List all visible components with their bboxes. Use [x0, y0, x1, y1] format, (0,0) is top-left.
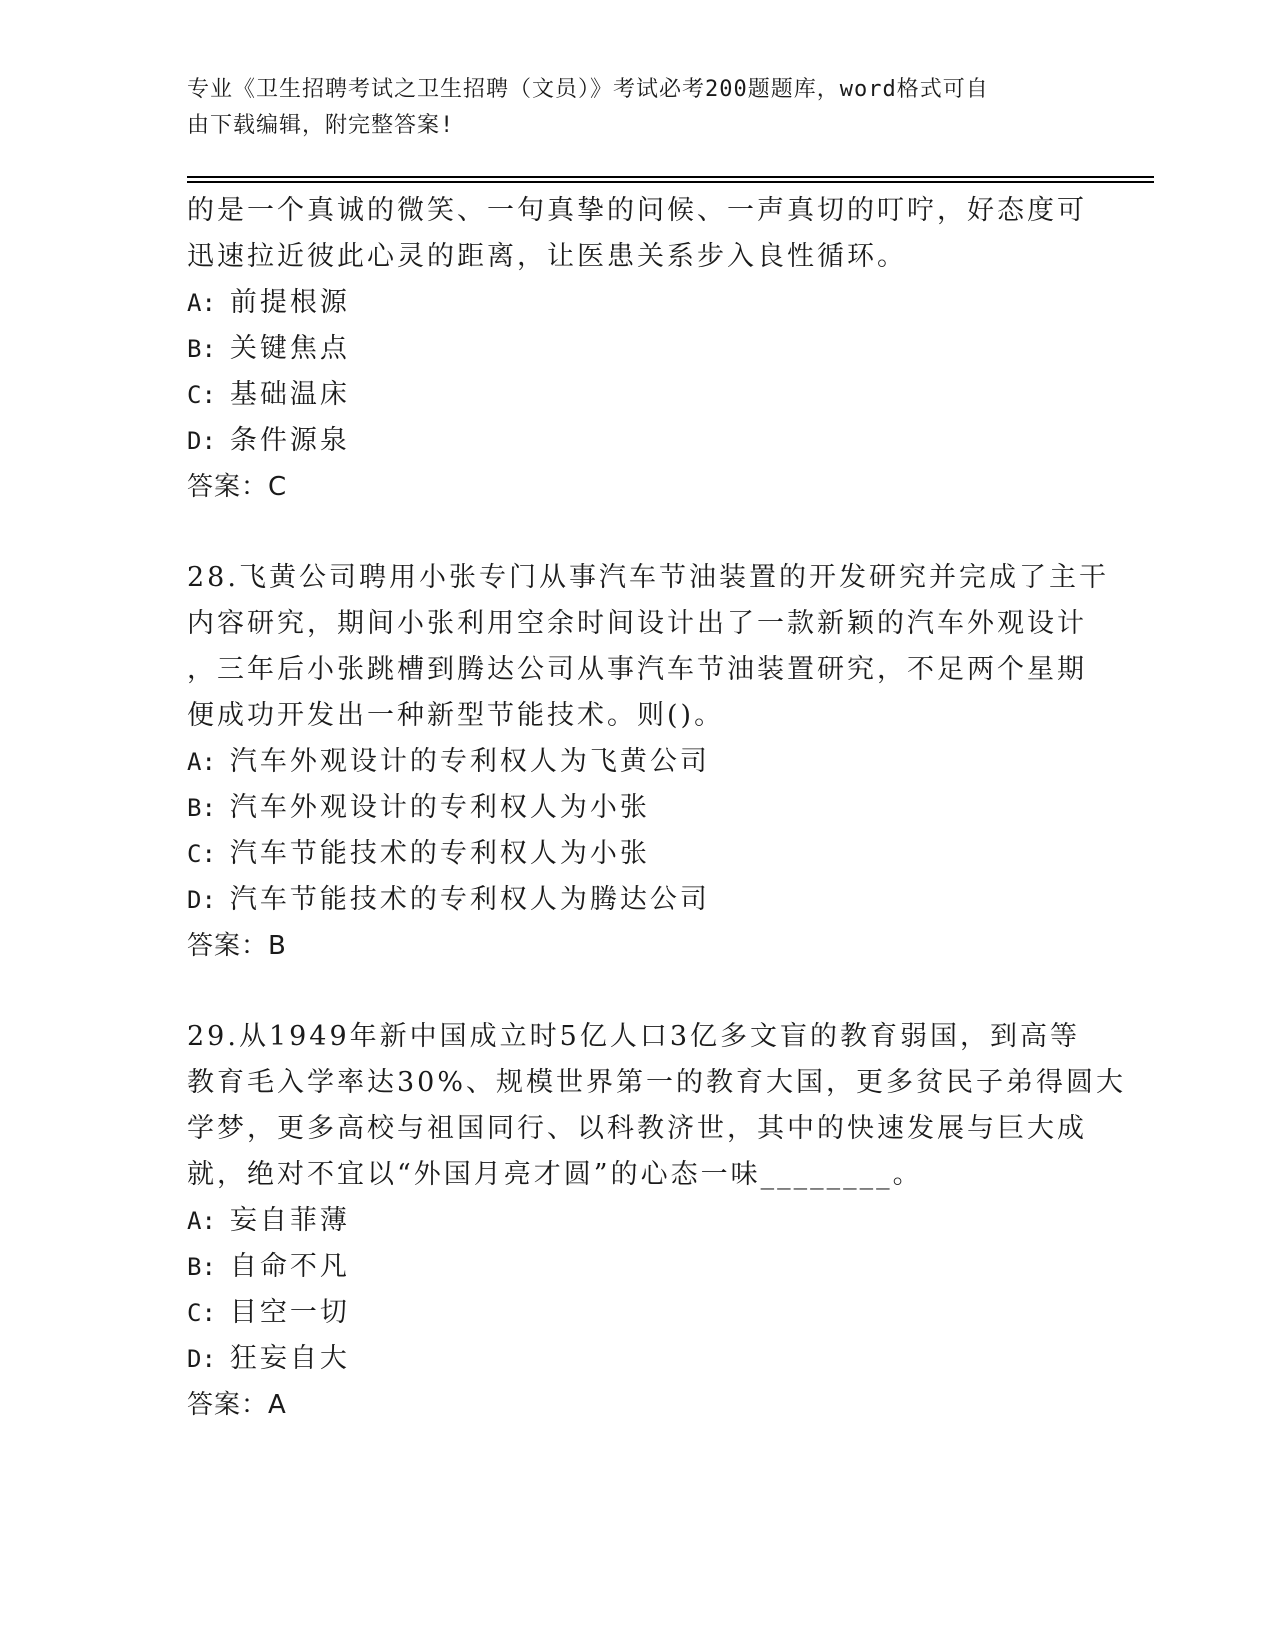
- document-header: [187, 72, 1087, 144]
- question-27: [187, 188, 1107, 510]
- question-spacer: [187, 969, 1107, 1014]
- option-text: 妄自菲薄: [229, 1205, 350, 1236]
- option-label: B:: [187, 794, 216, 822]
- option-text: 条件源泉: [229, 425, 350, 456]
- option-text: 汽车节能技术的专利权人为腾达公司: [229, 884, 710, 915]
- question-stem-line: 学梦，更多高校与祖国同行、以科教济世，其中的快速发展与巨大成: [187, 1113, 1087, 1144]
- option-label: A:: [187, 289, 216, 317]
- option-d: [187, 1336, 1107, 1382]
- option-label: B:: [187, 335, 216, 363]
- header-divider-top: [187, 176, 1154, 178]
- option-text: 狂妄自大: [229, 1343, 350, 1374]
- question-stem-line: 的是一个真诚的微笑、一句真挚的问候、一声真切的叮咛，好态度可: [187, 195, 1087, 226]
- question-stem-line: 就，绝对不宜以“外国月亮才圆”的心态一味________。: [187, 1159, 923, 1190]
- question-stem-line: 28.飞黄公司聘用小张专门从事汽车节油装置的开发研究并完成了主干: [187, 562, 1109, 593]
- question-stem-line: 迅速拉近彼此心灵的距离，让医患关系步入良性循环。: [187, 241, 907, 272]
- option-label: D:: [187, 1345, 216, 1373]
- question-list: [187, 188, 1127, 1428]
- question-spacer: [187, 510, 1107, 555]
- option-text: 汽车外观设计的专利权人为飞黄公司: [229, 746, 710, 777]
- option-label: A:: [187, 748, 216, 776]
- header-line-1: 专业《卫生招聘考试之卫生招聘（文员）》考试必考200题题库，word格式可自: [187, 77, 989, 102]
- question-stem-line: 29.从1949年新中国成立时5亿人口3亿多文盲的教育弱国，到高等: [187, 1021, 1081, 1052]
- option-d: [187, 418, 1107, 464]
- answer-text: 答案：C: [187, 472, 288, 502]
- option-label: B:: [187, 1253, 216, 1281]
- question-stem-line: 内容研究，期间小张利用空余时间设计出了一款新颖的汽车外观设计: [187, 608, 1087, 639]
- option-text: 自命不凡: [229, 1251, 350, 1282]
- option-text: 前提根源: [229, 287, 350, 318]
- answer-text: 答案：A: [187, 1390, 287, 1420]
- option-b: [187, 1244, 1107, 1290]
- option-c: [187, 372, 1107, 418]
- header-divider-bottom: [187, 181, 1154, 183]
- option-b: [187, 326, 1107, 372]
- option-label: D:: [187, 427, 216, 455]
- option-label: C:: [187, 381, 216, 409]
- question-29: [187, 1014, 1127, 1428]
- option-c: [187, 831, 1107, 877]
- question-stem-line: ，三年后小张跳槽到腾达公司从事汽车节油装置研究，不足两个星期: [187, 654, 1087, 685]
- option-text: 汽车外观设计的专利权人为小张: [229, 792, 650, 823]
- option-b: [187, 785, 1107, 831]
- option-label: A:: [187, 1207, 216, 1235]
- question-28: [187, 555, 1107, 969]
- header-line-2: 由下载编辑，附完整答案!: [187, 113, 455, 138]
- question-stem-line: 便成功开发出一种新型节能技术。则()。: [187, 700, 725, 731]
- option-label: C:: [187, 1299, 216, 1327]
- option-a: [187, 280, 1107, 326]
- option-text: 汽车节能技术的专利权人为小张: [229, 838, 650, 869]
- option-a: [187, 739, 1107, 785]
- option-c: [187, 1290, 1107, 1336]
- option-text: 目空一切: [229, 1297, 350, 1328]
- option-label: C:: [187, 840, 216, 868]
- option-text: 基础温床: [229, 379, 350, 410]
- option-label: D:: [187, 886, 216, 914]
- option-a: [187, 1198, 1107, 1244]
- option-d: [187, 877, 1107, 923]
- question-stem-line: 教育毛入学率达30%、规模世界第一的教育大国，更多贫民子弟得圆大: [187, 1067, 1127, 1098]
- answer-text: 答案：B: [187, 931, 287, 961]
- option-text: 关键焦点: [229, 333, 350, 364]
